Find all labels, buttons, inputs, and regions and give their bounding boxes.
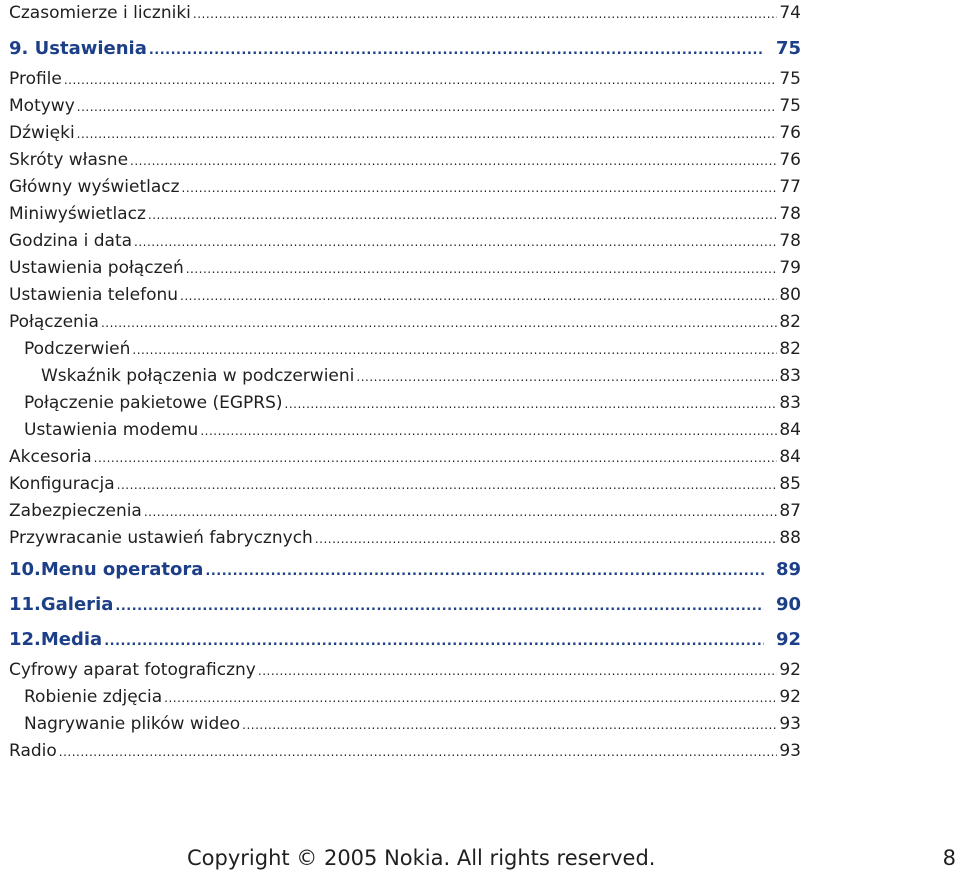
toc-entry-title: Ustawienia modemu [24,420,199,440]
toc-entry-title: Czasomierze i liczniki [9,3,191,23]
toc-entry[interactable] [9,147,801,174]
toc-entry-title: Cyfrowy aparat fotograficzny [9,660,256,680]
toc-chapter-entry[interactable] [9,552,801,587]
toc-entry-title: 12.Media [9,629,103,650]
toc-entry-title: Dźwięki [9,123,75,143]
toc-entry-title: Przywracanie ustawień fabrycznych [9,528,313,548]
toc-entry-page: 74 [779,3,801,23]
toc-entry[interactable] [9,309,801,336]
toc-entry[interactable] [9,228,801,255]
toc-entry-title: Konfiguracja [9,474,115,494]
toc-entry-page: 84 [779,447,801,467]
toc-entry[interactable] [9,282,801,309]
toc-entry-title: Motywy [9,96,75,116]
toc-entry[interactable] [9,738,801,765]
toc-entry-title: Połączenie pakietowe (EGPRS) [24,393,283,413]
toc-entry-page: 89 [775,559,801,580]
toc-chapter-entry[interactable] [9,31,801,66]
dot-leader [193,1,777,28]
toc-entry[interactable] [9,66,801,93]
toc-entry[interactable] [9,120,801,147]
toc-entry-page: 82 [779,312,801,332]
toc-entry[interactable] [9,255,801,282]
toc-entry[interactable] [9,201,801,228]
page-number: 8 [942,846,956,870]
toc-entry-page: 88 [779,528,801,548]
toc-chapter-entry[interactable] [9,587,801,622]
toc-entry-page: 90 [775,594,801,615]
dot-leader [134,229,777,256]
toc-entry-title: Profile [9,69,62,89]
dot-leader [130,148,777,175]
toc-entry[interactable] [9,444,801,471]
toc-entry-title: Wskaźnik połączenia w podczerwieni [41,366,355,386]
toc-entry-page: 78 [779,204,801,224]
dot-leader [77,94,777,121]
toc-entry-title: Miniwyświetlacz [9,204,146,224]
toc-entry-page: 75 [779,69,801,89]
toc-entry-page: 85 [779,474,801,494]
toc-entry[interactable] [9,525,801,552]
toc-entry-page: 77 [779,177,801,197]
toc-entry-title: Podczerwień [24,339,131,359]
page-footer [0,843,960,873]
toc-entry-title: Ustawienia telefonu [9,285,179,305]
toc-entry[interactable] [9,498,801,525]
toc-entry[interactable] [9,363,801,390]
toc-entry-title: Godzina i data [9,231,133,251]
toc-entry-page: 79 [779,258,801,278]
toc-entry-title: Połączenia [9,312,99,332]
dot-leader [200,418,777,445]
dot-leader [148,202,777,229]
table-of-contents [9,0,801,765]
dot-leader [258,658,777,685]
toc-entry-title: Radio [9,741,57,761]
toc-entry[interactable] [9,174,801,201]
copyright-notice: Copyright © 2005 Nokia. All rights reserved. [187,846,656,870]
toc-entry-title: Robienie zdjęcia [24,687,163,707]
dot-leader [149,33,764,68]
toc-entry-title: 9. Ustawienia [9,38,147,59]
toc-entry[interactable] [9,711,801,738]
dot-leader [180,283,777,310]
dot-leader [164,685,777,712]
toc-entry-title: 10.Menu operatora [9,559,204,580]
toc-entry[interactable] [9,417,801,444]
dot-leader [115,589,764,624]
dot-leader [205,554,764,589]
toc-entry[interactable] [9,471,801,498]
toc-entry[interactable] [9,390,801,417]
toc-entry-page: 75 [775,38,801,59]
toc-chapter-entry[interactable] [9,622,801,657]
toc-entry-title: Główny wyświetlacz [9,177,180,197]
toc-entry[interactable] [9,93,801,120]
toc-entry-page: 92 [779,660,801,680]
toc-entry[interactable] [9,0,801,27]
toc-entry-page: 92 [775,629,801,650]
dot-leader [186,256,777,283]
toc-entry-title: Akcesoria [9,447,92,467]
toc-entry-page: 93 [779,714,801,734]
dot-leader [356,364,777,391]
dot-leader [144,499,777,526]
toc-entry[interactable] [9,684,801,711]
dot-leader [285,391,778,418]
toc-entry[interactable] [9,336,801,363]
toc-entry-title: 11.Galeria [9,594,114,615]
toc-entry[interactable] [9,657,801,684]
dot-leader [64,67,777,94]
dot-leader [101,310,777,337]
dot-leader [315,526,777,553]
toc-entry-page: 76 [779,150,801,170]
dot-leader [77,121,777,148]
toc-entry-page: 78 [779,231,801,251]
toc-entry-page: 75 [779,96,801,116]
dot-leader [59,739,777,766]
toc-entry-page: 93 [779,741,801,761]
dot-leader [182,175,777,202]
toc-entry-title: Ustawienia połączeń [9,258,184,278]
toc-entry-page: 84 [779,420,801,440]
toc-entry-page: 80 [779,285,801,305]
toc-entry-page: 76 [779,123,801,143]
toc-entry-title: Zabezpieczenia [9,501,142,521]
dot-leader [117,472,777,499]
dot-leader [242,712,777,739]
toc-entry-page: 82 [779,339,801,359]
dot-leader [94,445,777,472]
toc-entry-title: Nagrywanie plików wideo [24,714,241,734]
dot-leader [132,337,777,364]
toc-entry-page: 87 [779,501,801,521]
toc-entry-page: 92 [779,687,801,707]
toc-entry-page: 83 [779,366,801,386]
toc-entry-page: 83 [779,393,801,413]
dot-leader [104,624,764,659]
toc-entry-title: Skróty własne [9,150,129,170]
